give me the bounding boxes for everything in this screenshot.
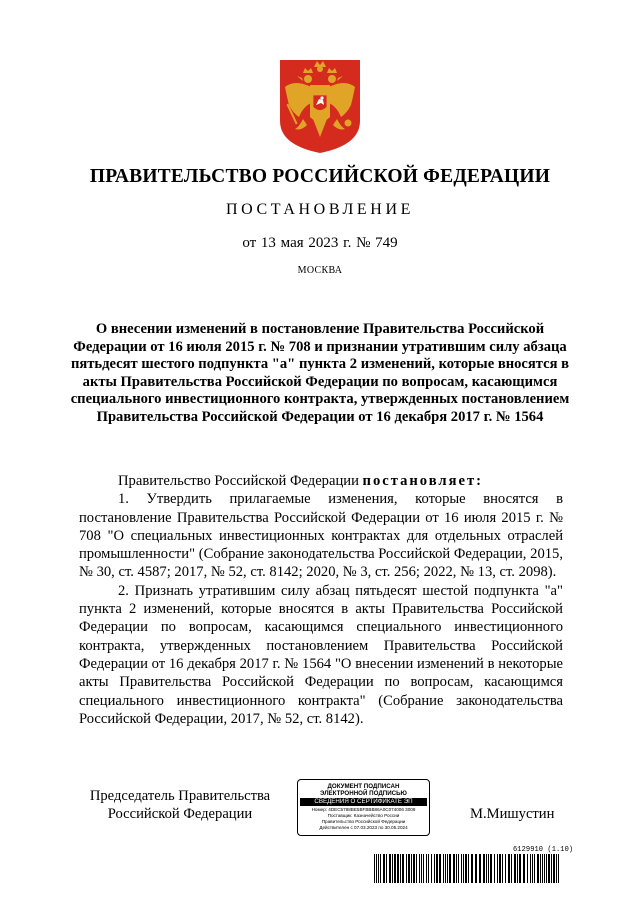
barcode-bar bbox=[483, 854, 485, 883]
barcode-bar bbox=[426, 854, 427, 883]
barcode-bar bbox=[530, 854, 531, 883]
decree-colon: : bbox=[476, 473, 482, 489]
barcode-bar bbox=[542, 854, 543, 883]
barcode-bar bbox=[556, 854, 557, 883]
barcode-bar bbox=[389, 854, 391, 883]
barcode-bar bbox=[397, 854, 399, 883]
decree-word: постановляет bbox=[362, 473, 477, 489]
paragraph-2: 2. Признать утратившим силу абзац пятьдесят шестой подпункта "а" пункта 2 изменений, которые вносятся в акты Правительства Российской Федерации по вопросам, касающимся специального инвестиционного контракта, утвержденных постановлением Правительства Российской Федерации от 16 декабря 2017 г. № 1564 "О внесении изменений в некоторые акты Правительства Российской Федерации по вопросам, касающимся специального инвестиционного контракта" (Собрание законодательства Российской Федерации, 2017, № 52, ст. 8142). bbox=[79, 582, 563, 727]
barcode-bar bbox=[445, 854, 446, 883]
barcode-bar bbox=[436, 854, 438, 883]
document-type: ПОСТАНОВЛЕНИЕ bbox=[226, 201, 414, 218]
barcode-bar bbox=[486, 854, 487, 883]
document-city: МОСКВА bbox=[297, 265, 343, 276]
barcode-bar bbox=[544, 854, 545, 883]
barcode-bar bbox=[421, 854, 422, 883]
barcode-bar bbox=[458, 854, 459, 883]
stamp-validity: Действителен с 07.03.2023 по 30.05.2024 bbox=[319, 825, 408, 830]
barcode-bar bbox=[471, 854, 473, 883]
document-date-number: от 13 мая 2023 г. № 749 bbox=[242, 235, 398, 251]
barcode-bar bbox=[408, 854, 410, 883]
signatory-position bbox=[80, 787, 280, 824]
barcode-bar bbox=[475, 854, 477, 883]
barcode-bar bbox=[416, 854, 417, 883]
barcode-bar bbox=[514, 854, 516, 883]
barcode-bar bbox=[465, 854, 467, 883]
barcode-bar bbox=[494, 854, 495, 883]
barcode-bar bbox=[546, 854, 547, 883]
barcode-bar bbox=[488, 854, 489, 883]
barcode-bar bbox=[423, 854, 424, 883]
stamp-certificate-number: Номер: 4DEC5788BE5BFBBB86A0C074006 3008 bbox=[311, 807, 416, 812]
barcode-bar bbox=[386, 854, 387, 883]
barcode-bar bbox=[443, 854, 444, 883]
barcode-bar bbox=[551, 854, 552, 883]
barcode-bar bbox=[461, 854, 462, 883]
barcode-bar bbox=[527, 854, 528, 883]
document-subject: О внесении изменений в постановление Правительства Российской Федерации от 16 июля 2015 г. № 708 и признании утратившим силу абзаца пятьдесят шестого подпункта "а" пункта 2 изменений, которые вносятся в акты Правительства Российской Федерации по вопросам, касающимся специального инвестиционного контракта, утвержденных постановлением Правительства Российской Федерации от 16 декабря 2017 г. № 1564 bbox=[70, 321, 570, 425]
signatory-name: М.Мишустин bbox=[470, 806, 555, 822]
barcode-bar bbox=[447, 854, 448, 883]
barcode-bar bbox=[406, 854, 407, 883]
barcode-bar bbox=[537, 854, 539, 883]
barcode-bar bbox=[463, 854, 464, 883]
paragraph-1: 1. Утвердить прилагаемые изменения, которые вносятся в постановление Правительства Российской Федерации от 16 июля 2015 г. № 708 "О специальных инвестиционных контрактах для отдельных отраслей промышленности" (Собрание законодательства Российской Федерации, 2015, № 30, ст. 4587; 2017, № 52, ст. 8142; 2020, № 3, ст. 256; 2022, № 13, ст. 2098). bbox=[79, 491, 563, 581]
barcode-bar bbox=[439, 854, 441, 883]
barcode-bar bbox=[497, 854, 498, 883]
stamp-supplier: Поставщик: Казначейство России bbox=[327, 813, 400, 818]
barcode-bar bbox=[402, 854, 404, 883]
barcode-bar bbox=[383, 854, 385, 883]
barcode-bar bbox=[523, 854, 525, 883]
decree-intro-text: Правительство Российской Федерации bbox=[118, 473, 363, 489]
barcode-icon bbox=[374, 854, 561, 883]
barcode-bar bbox=[540, 854, 541, 883]
stamp-owner: Правительство Российской Федерации bbox=[321, 819, 406, 824]
barcode-bar bbox=[449, 854, 451, 883]
barcode-bar bbox=[411, 854, 412, 883]
barcode-bar bbox=[419, 854, 420, 883]
barcode-bar bbox=[434, 854, 435, 883]
barcode-bar bbox=[374, 854, 375, 883]
barcode-bar bbox=[392, 854, 393, 883]
signatory-position-line-1: Председатель Правительства bbox=[89, 788, 271, 804]
electronic-signature-stamp bbox=[297, 779, 430, 836]
barcode-bar bbox=[490, 854, 492, 883]
barcode-bar bbox=[479, 854, 481, 883]
barcode-bar bbox=[558, 854, 559, 883]
barcode-bar bbox=[508, 854, 510, 883]
barcode-bar bbox=[502, 854, 503, 883]
barcode-bar bbox=[468, 854, 469, 883]
barcode-bar bbox=[519, 854, 521, 883]
stamp-line-2: ЭЛЕКТРОННОЙ ПОДПИСЬЮ bbox=[320, 790, 407, 797]
document-body bbox=[79, 472, 563, 728]
barcode-bar bbox=[553, 854, 555, 883]
barcode-bar bbox=[532, 854, 533, 883]
barcode-bar bbox=[456, 854, 457, 883]
government-title: ПРАВИТЕЛЬСТВО РОССИЙСКОЙ ФЕДЕРАЦИИ bbox=[89, 166, 551, 187]
barcode-bar bbox=[511, 854, 512, 883]
signatory-position-line-2: Российской Федерации bbox=[107, 806, 253, 823]
barcode-bar bbox=[505, 854, 506, 883]
barcode-bar bbox=[431, 854, 432, 883]
barcode-bar bbox=[380, 854, 381, 883]
barcode-number: 6129910 (1.10) bbox=[513, 846, 574, 854]
barcode-bar bbox=[499, 854, 501, 883]
state-emblem-icon bbox=[277, 57, 363, 155]
stamp-line-1: ДОКУМЕНТ ПОДПИСАН bbox=[327, 783, 400, 790]
barcode-bar bbox=[548, 854, 550, 883]
decree-intro bbox=[79, 472, 563, 490]
barcode-bar bbox=[378, 854, 379, 883]
stamp-certificate-header: СВЕДЕНИЯ О СЕРТИФИКАТЕ ЭП bbox=[300, 798, 427, 806]
barcode-bar bbox=[428, 854, 429, 883]
barcode-bar bbox=[453, 854, 455, 883]
barcode-bar bbox=[376, 854, 377, 883]
barcode-bar bbox=[517, 854, 518, 883]
barcode-bar bbox=[413, 854, 415, 883]
barcode-bar bbox=[534, 854, 535, 883]
barcode-bar bbox=[400, 854, 401, 883]
barcode-bar bbox=[394, 854, 396, 883]
